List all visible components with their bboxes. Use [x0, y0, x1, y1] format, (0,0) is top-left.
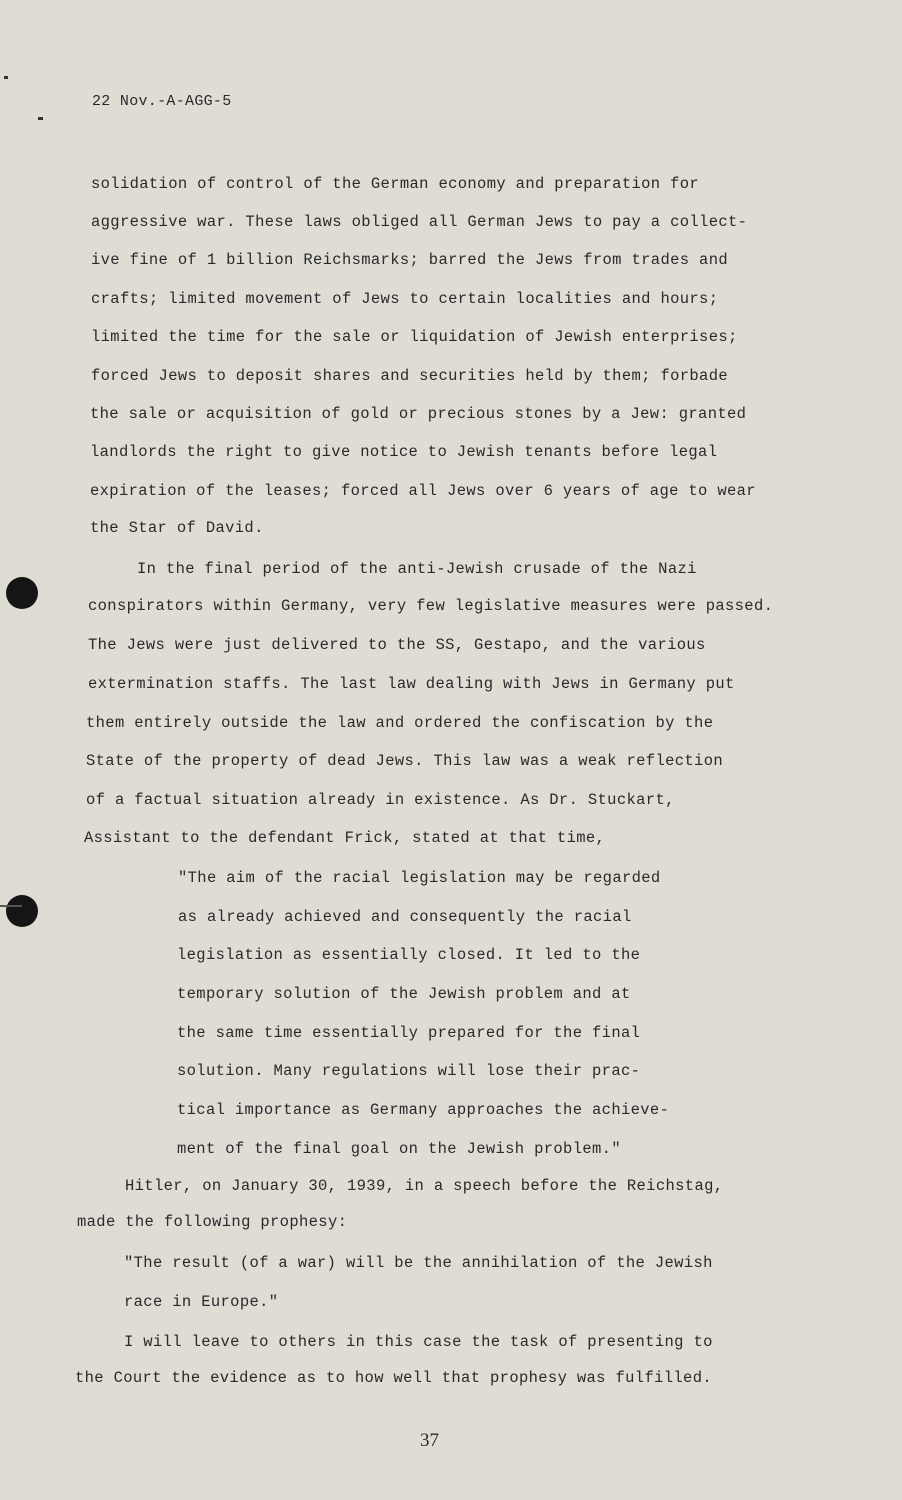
quote-line: legislation as essentially closed. It led to the — [177, 946, 641, 964]
body-line: limited the time for the sale or liquidation of Jewish enterprises; — [91, 328, 738, 346]
quote-line: the same time essentially prepared for the final — [177, 1024, 641, 1042]
body-line: State of the property of dead Jews. This law was a weak reflection — [86, 752, 723, 770]
document-header: 22 Nov.-A-AGG-5 — [92, 93, 232, 110]
body-line: aggressive war. These laws obliged all German Jews to pay a collect- — [91, 213, 748, 231]
body-line: them entirely outside the law and ordered the confiscation by the — [86, 714, 714, 732]
paragraph-start: I will leave to others in this case the task of presenting to — [124, 1333, 713, 1351]
body-line: of a factual situation already in existence. As Dr. Stuckart, — [86, 791, 675, 809]
body-line: extermination staffs. The last law dealing with Jews in Germany put — [88, 675, 735, 693]
body-line: the Star of David. — [90, 519, 264, 537]
margin-mark — [4, 76, 8, 79]
quote-line: "The result (of a war) will be the annihilation of the Jewish — [124, 1254, 713, 1272]
paragraph-start: Hitler, on January 30, 1939, in a speech before the Reichstag, — [125, 1177, 724, 1195]
body-line: ive fine of 1 billion Reichsmarks; barred the Jews from trades and — [91, 251, 728, 269]
punch-hole — [6, 895, 38, 927]
body-line: conspirators within Germany, very few legislative measures were passed. — [88, 597, 774, 615]
punch-hole — [6, 577, 38, 609]
page-number: 37 — [420, 1430, 439, 1451]
body-line: crafts; limited movement of Jews to certain localities and hours; — [91, 290, 719, 308]
body-line: solidation of control of the German economy and preparation for — [91, 175, 700, 193]
paragraph-start: In the final period of the anti-Jewish crusade of the Nazi — [137, 560, 697, 578]
quote-line: ment of the final goal on the Jewish problem." — [177, 1140, 621, 1158]
quote-line: solution. Many regulations will lose their prac- — [177, 1062, 641, 1080]
staple-mark — [0, 905, 22, 907]
quote-line: tical importance as Germany approaches the achieve- — [177, 1101, 670, 1119]
quote-line: "The aim of the racial legislation may be regarded — [178, 869, 661, 887]
body-line: landlords the right to give notice to Jewish tenants before legal — [90, 443, 718, 461]
body-line: the Court the evidence as to how well that prophesy was fulfilled. — [75, 1369, 712, 1387]
margin-mark — [38, 117, 43, 120]
body-line: Assistant to the defendant Frick, stated at that time, — [84, 829, 606, 847]
body-line: forced Jews to deposit shares and securities held by them; forbade — [91, 367, 728, 385]
body-line: made the following prophesy: — [77, 1213, 348, 1231]
body-line: expiration of the leases; forced all Jews over 6 years of age to wear — [90, 482, 756, 500]
body-line: The Jews were just delivered to the SS, Gestapo, and the various — [88, 636, 706, 654]
quote-line: race in Europe." — [124, 1293, 279, 1311]
quote-line: as already achieved and consequently the racial — [178, 908, 632, 926]
body-line: the sale or acquisition of gold or precious stones by a Jew: granted — [90, 405, 747, 423]
quote-line: temporary solution of the Jewish problem and at — [177, 985, 631, 1003]
